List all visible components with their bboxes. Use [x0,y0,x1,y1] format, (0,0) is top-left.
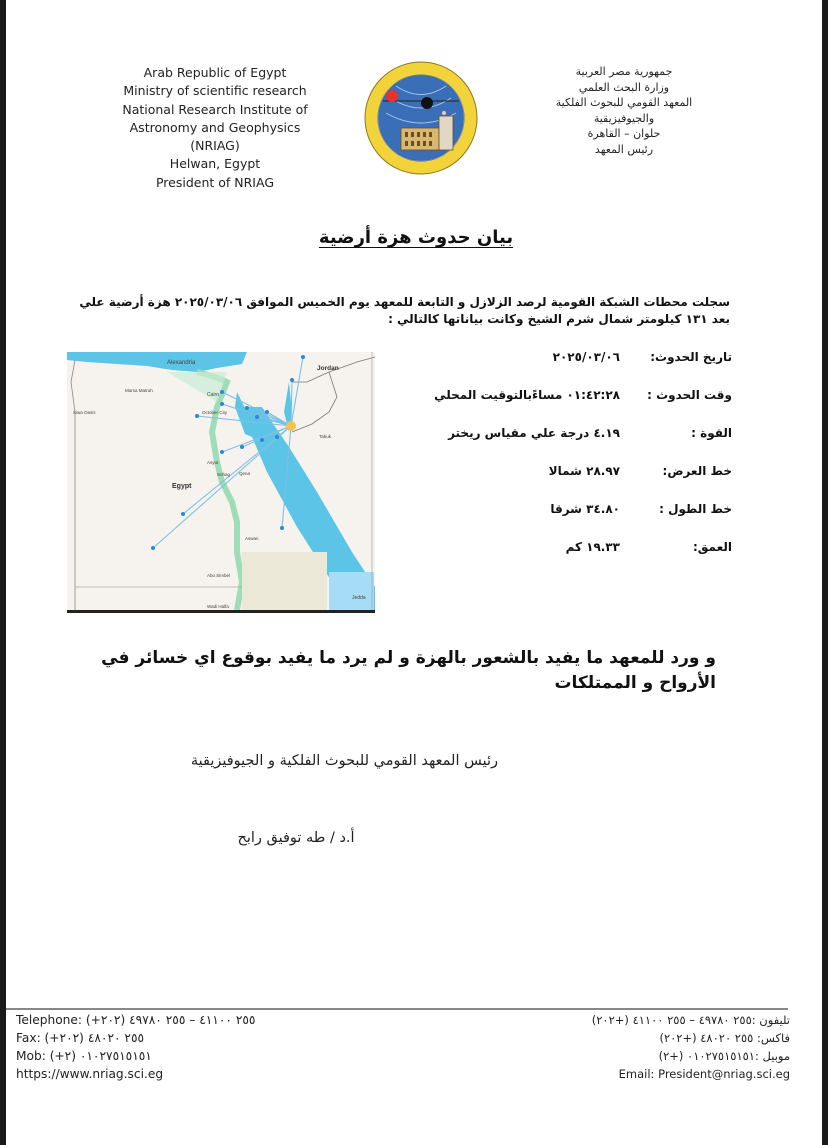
intro-line: بعد ١٣١ كيلومتر شمال شرم الشيخ وكانت بياناتها كالتالي : [388,312,730,326]
footer-mobile: Mob: (+٢) ٠١٠٢٧٥١٥١٥١ [16,1049,152,1063]
fact-value: ٢٠٢٥/٠٣/٠٦ [552,350,620,364]
footer-ar-fax: فاكس: ٢٥٥ ٤٨٠٢٠ (+٢٠٢) [659,1031,790,1045]
map-label-qena: Qena [239,471,251,476]
map-label-abu-simbel: Abu Simbel [207,573,231,578]
map-label-siwa: Siwa Oasis [73,410,96,415]
footer-arabic [516,1011,790,1083]
logo-planet [421,97,433,109]
map-label-marsa-matruh: Marsa Matruh [125,388,153,393]
fact-label: خط العرض: [662,464,732,478]
footer-divider [6,1008,788,1010]
fact-value: ١٩.٣٣ كم [565,540,620,554]
footer-fax: Fax: (+٢٠٢) ٢٥٥ ٤٨٠٢٠ [16,1031,145,1045]
map-label-cairo: Cairo [207,392,219,398]
epicenter-map [67,352,375,613]
logo-sun [386,90,398,102]
footer-english [16,1011,316,1083]
fact-value: ٠١:٤٢:٢٨ مساءًبالتوقيت المحلي [434,388,620,402]
map-label-egypt: Egypt [172,483,192,490]
signatory-title: رئيس المعهد القومي للبحوث الفلكية و الجيوفيزيقية [190,753,498,769]
fact-row-latitude [426,464,732,484]
document-title-text: بيان حدوث هزة أرضية [318,227,514,248]
header-en-line: Helwan, Egypt [169,156,261,172]
header-en-line: President of NRIAG [155,174,275,190]
epicenter-marker [286,421,296,431]
map-label-october: October City [202,410,228,415]
fact-row-date [426,350,732,370]
header-en-line: Ministry of scientific research [123,83,307,99]
fact-value: ٣٤.٨٠ شرقا [550,502,620,516]
footer-ar-mobile: موبيل :٠١٠٢٧٥١٥١٥١ (+٢) [658,1049,790,1063]
map-label-jordan: Jordan [317,365,339,372]
header-en-line: National Research Institute of [122,101,308,117]
footer-ar-telephone: تليفون :٢٥٥ ٤٩٧٨٠ – ٢٥٥ ٤١١٠٠ (+٢٠٢) [591,1013,790,1027]
map-label-aswan: Aswan [245,536,259,541]
fact-row-depth [426,540,732,560]
header-ar-line: والجيوفيزيقية [593,111,655,125]
closing-statement [101,646,716,696]
header-en-line: (NRIAG) [190,138,240,154]
map-label-sohag: Sohag [217,472,231,477]
header-ar-line: رئيس المعهد [594,142,654,156]
fact-label: وقت الحدوث : [647,388,732,402]
fact-row-time [426,388,732,408]
footer-email-link[interactable]: Email: President@nriag.sci.eg [618,1067,790,1081]
header-ar-line: جمهورية مصر العربية [575,65,673,78]
map-label-jeddah: Jedda [352,595,366,601]
header-en-line: Astronomy and Geophysics [129,119,301,135]
header-ar-line: حلوان – القاهرة [587,127,661,140]
map-label-wadi-halfa: Wadi Halfa [207,604,229,609]
header-ar-line: وزارة البحث العلمي [578,80,670,94]
header-en-line: Arab Republic of Egypt [143,65,287,80]
fact-value: ٤.١٩ درجة علي مقياس ريختر [448,426,620,440]
fact-value: ٢٨.٩٧ شمالا [548,464,620,478]
header-english [110,64,320,192]
header-arabic [534,64,714,157]
nriag-logo [361,58,481,178]
fact-row-longitude [426,502,732,522]
fact-label: خط الطول : [659,502,732,516]
closing-line: و ورد للمعهد ما يفيد بالشعور بالهزة و لم يرد ما يفيد بوقوع اي خسائر في [101,648,716,668]
closing-line: الأرواح و الممتلكات [554,673,716,693]
footer-telephone: Telephone: (+٢٠٢) ٢٥٥ ٤١١٠٠ – ٢٥٥ ٤٩٧٨٠ [16,1013,256,1027]
fact-row-magnitude [426,426,732,446]
fact-label: العمق: [692,540,732,554]
fact-label: القوة : [691,426,732,440]
map-label-tabuk: Tabuk [319,434,332,439]
header-ar-line: المعهد القومي للبحوث الفلكية [555,96,693,109]
map-label-alexandria: Alexandria [167,360,196,366]
intro-line: سجلت محطات الشبكة القومية لرصد الزلازل و التابعة للمعهد يوم الخميس الموافق ٢٠٢٥/٠٣/٠٦ هزة أرضية علي [79,295,730,309]
intro-paragraph [79,294,730,328]
map-label-asyut: Asyut [207,460,219,465]
footer-website-link[interactable]: https://www.nriag.sci.eg [16,1067,164,1081]
document-page [6,0,822,1145]
document-title [266,227,566,248]
signatory-name: أ.د / طه توفيق رابح [237,830,355,846]
fact-label: تاريخ الحدوث: [650,350,732,364]
